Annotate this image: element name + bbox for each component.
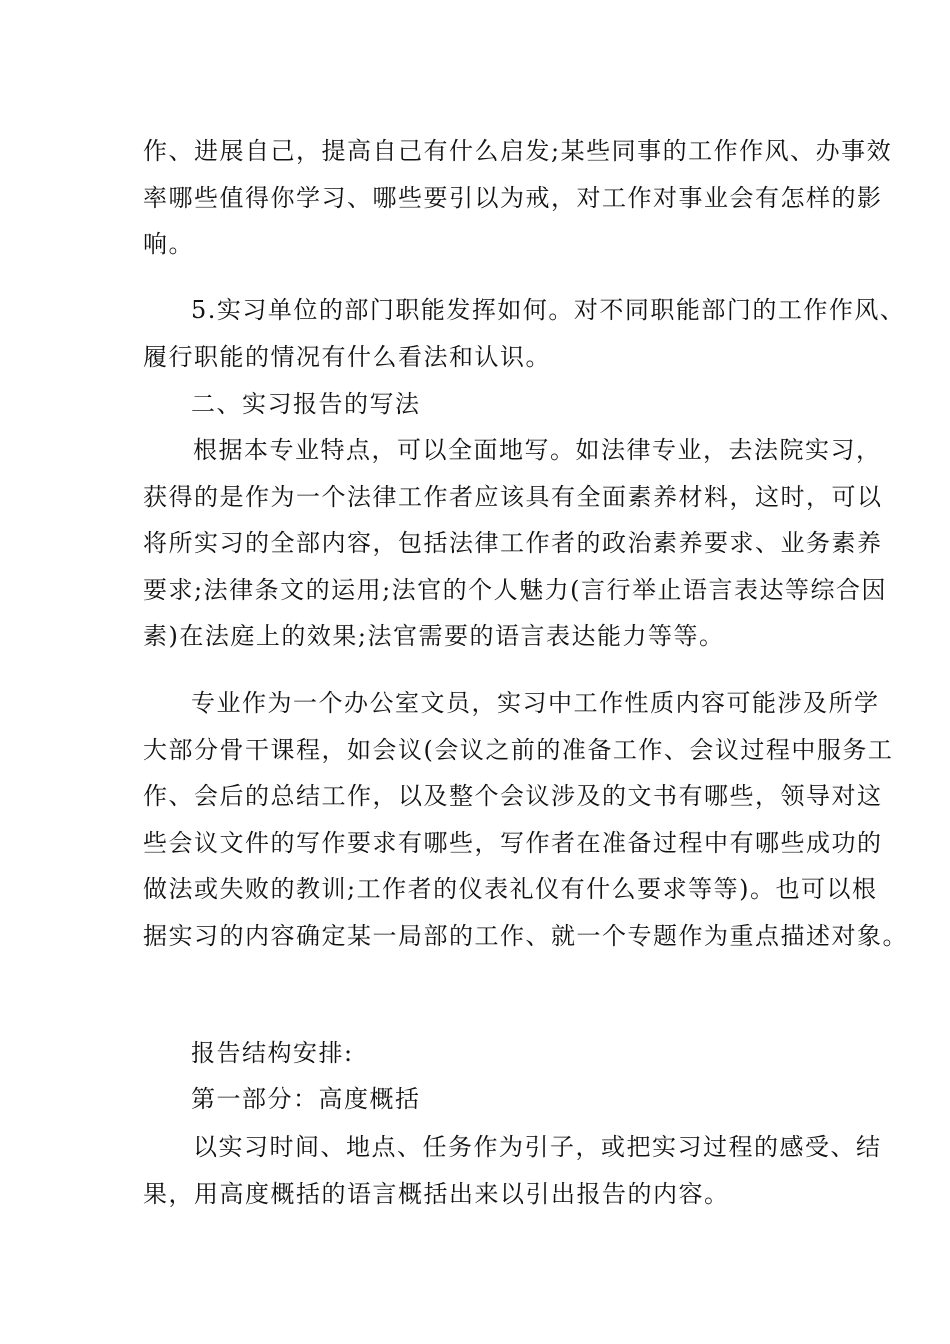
text-line: 素)在法庭上的效果;法官需要的语言表达能力等等。 bbox=[143, 622, 725, 650]
text-line: 作、会后的总结工作，以及整个会议涉及的文书有哪些，领导对这 bbox=[143, 782, 883, 810]
section-heading: 二、实习报告的写法 bbox=[191, 390, 421, 418]
paragraph-office-clerk-example bbox=[143, 680, 908, 959]
section-heading-writing-method bbox=[143, 381, 823, 428]
text-line: 果，用高度概括的语言概括出来以引出报告的内容。 bbox=[143, 1179, 730, 1208]
text-line: 要求;法律条文的运用;法官的个人魅力(言行举止语言表达等综合因 bbox=[143, 575, 888, 604]
text-line: 5.实习单位的部门职能发挥如何。对不同职能部门的工作作风、 bbox=[191, 296, 906, 324]
paragraph-law-major-example bbox=[143, 427, 888, 660]
part-one-heading bbox=[143, 1076, 823, 1123]
subheading: 第一部分：高度概括 bbox=[191, 1085, 421, 1113]
structure-heading bbox=[143, 1030, 823, 1077]
text-line: 大部分骨干课程，如会议(会议之前的准备工作、会议过程中服务工 bbox=[143, 735, 894, 764]
paragraph-work-reflection bbox=[143, 128, 893, 268]
text-line: 根据本专业特点，可以全面地写。如法律专业，去法院实习， bbox=[193, 436, 882, 464]
text-line: 些会议文件的写作要求有哪些，写作者在准备过程中有哪些成功的 bbox=[143, 828, 883, 857]
text-line: 率哪些值得你学习、哪些要引以为戒，对工作对事业会有怎样的影 bbox=[143, 183, 883, 212]
text-line: 履行职能的情况有什么看法和认识。 bbox=[143, 342, 551, 371]
paragraph-part-one bbox=[143, 1124, 882, 1217]
text-line: 响。 bbox=[143, 230, 194, 258]
text-line: 将所实习的全部内容，包括法律工作者的政治素养要求、业务素养 bbox=[143, 529, 883, 557]
text-line: 据实习的内容确定某一局部的工作、就一个专题作为重点描述对象。 bbox=[143, 921, 908, 950]
paragraph-department-function bbox=[143, 287, 906, 380]
text-line: 以实习时间、地点、任务作为引子，或把实习过程的感受、结 bbox=[193, 1133, 882, 1161]
subheading: 报告结构安排: bbox=[191, 1039, 354, 1067]
text-line: 作、进展自己，提高自己有什么启发;某些同事的工作作风、办事效 bbox=[143, 137, 893, 165]
text-line: 获得的是作为一个法律工作者应该具有全面素养材料，这时，可以 bbox=[143, 482, 883, 511]
text-line: 做法或失败的教训;工作者的仪表礼仪有什么要求等等)。也可以根 bbox=[143, 875, 878, 903]
text-line: 专业作为一个办公室文员，实习中工作性质内容可能涉及所学 bbox=[191, 689, 880, 717]
